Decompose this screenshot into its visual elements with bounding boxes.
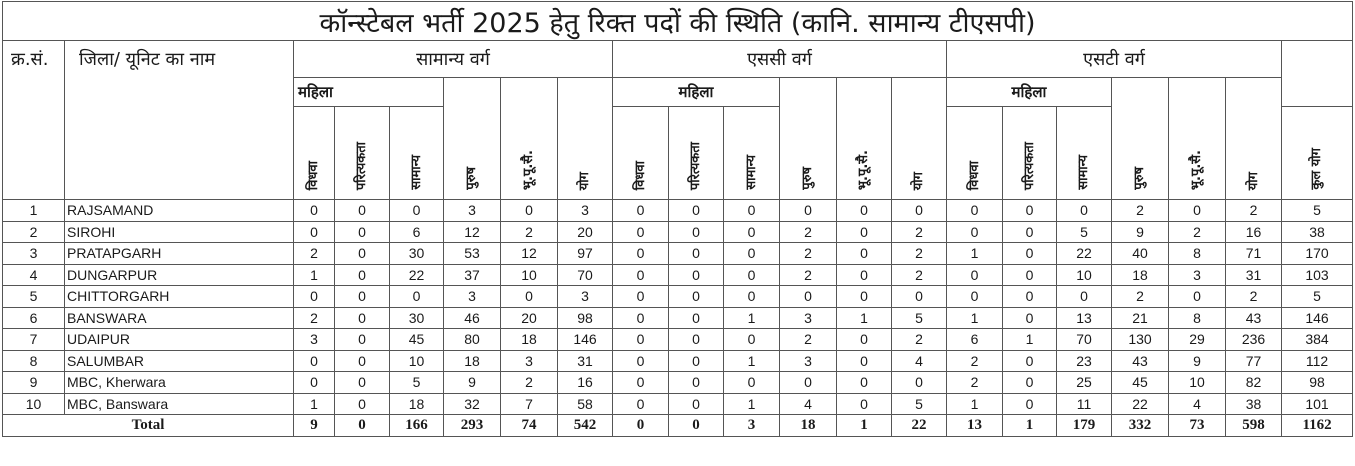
table-row bbox=[3, 221, 1353, 243]
sc-widow-cell: 0 bbox=[613, 200, 669, 222]
gen-widow-header: विधवा bbox=[294, 107, 335, 200]
gen-widow-cell: 0 bbox=[294, 372, 335, 394]
total-sc-divorcee-cell: 0 bbox=[669, 415, 724, 437]
st-divorcee-cell: 0 bbox=[1003, 243, 1057, 265]
st-women-general-header: सामान्य bbox=[1057, 107, 1112, 200]
gen-divorcee-cell: 0 bbox=[335, 372, 390, 394]
st-ex-serviceman-cell: 3 bbox=[1169, 264, 1226, 286]
sc-divorcee-cell: 0 bbox=[669, 264, 724, 286]
sc-divorcee-header: परित्यकता bbox=[669, 107, 724, 200]
gen-ex-serviceman-cell: 3 bbox=[501, 350, 558, 372]
serial-cell: 2 bbox=[3, 221, 65, 243]
grand-total-cell: 146 bbox=[1282, 307, 1353, 329]
sc-women-general-cell: 0 bbox=[724, 329, 780, 351]
st-women-general-cell: 23 bbox=[1057, 350, 1112, 372]
sc-divorcee-cell: 0 bbox=[669, 350, 724, 372]
st-widow-header: विधवा bbox=[947, 107, 1003, 200]
gen-divorcee-cell: 0 bbox=[335, 286, 390, 308]
table-row bbox=[3, 350, 1353, 372]
sc-sum-cell: 5 bbox=[892, 393, 947, 415]
gen-ex-serviceman-cell: 18 bbox=[501, 329, 558, 351]
gen-male-cell: 37 bbox=[444, 264, 501, 286]
grand-total-cell: 103 bbox=[1282, 264, 1353, 286]
sc-women-general-cell: 0 bbox=[724, 372, 780, 394]
gen-ex-serviceman-cell: 2 bbox=[501, 221, 558, 243]
st-male-header: पुरुष bbox=[1112, 78, 1169, 200]
total-sc-male-cell: 18 bbox=[780, 415, 837, 437]
serial-cell: 5 bbox=[3, 286, 65, 308]
sc-sum-cell: 0 bbox=[892, 286, 947, 308]
st-women-general-cell: 11 bbox=[1057, 393, 1112, 415]
gen-male-cell: 53 bbox=[444, 243, 501, 265]
sc-widow-cell: 0 bbox=[613, 264, 669, 286]
total-st-widow-cell: 13 bbox=[947, 415, 1003, 437]
sc-ex-serviceman-cell: 0 bbox=[837, 286, 892, 308]
st-ex-serviceman-cell: 0 bbox=[1169, 286, 1226, 308]
sc-ex-serviceman-cell: 0 bbox=[837, 200, 892, 222]
st-ex-serviceman-cell: 4 bbox=[1169, 393, 1226, 415]
sc-ex-serviceman-cell: 0 bbox=[837, 329, 892, 351]
sc-ex-serviceman-cell: 0 bbox=[837, 372, 892, 394]
gen-widow-cell: 3 bbox=[294, 329, 335, 351]
sc-divorcee-cell: 0 bbox=[669, 221, 724, 243]
gen-sum-cell: 146 bbox=[558, 329, 613, 351]
grand-total-cell: 98 bbox=[1282, 372, 1353, 394]
gen-women-general-cell: 10 bbox=[390, 350, 444, 372]
sc-ex-serviceman-cell: 0 bbox=[837, 243, 892, 265]
total-st-divorcee-cell: 1 bbox=[1003, 415, 1057, 437]
grand-total-cell: 5 bbox=[1282, 200, 1353, 222]
gen-divorcee-cell: 0 bbox=[335, 200, 390, 222]
gen-women-general-header: सामान्य bbox=[390, 107, 444, 200]
sc-ex-serviceman-cell: 0 bbox=[837, 393, 892, 415]
sc-divorcee-cell: 0 bbox=[669, 393, 724, 415]
sc-women-general-header: सामान्य bbox=[724, 107, 780, 200]
gen-women-general-cell: 22 bbox=[390, 264, 444, 286]
district-cell: SALUMBAR bbox=[65, 350, 294, 372]
sc-sum-cell: 2 bbox=[892, 329, 947, 351]
grand-total-cell: 112 bbox=[1282, 350, 1353, 372]
gen-women-header: महिला bbox=[294, 78, 444, 107]
gen-divorcee-cell: 0 bbox=[335, 243, 390, 265]
sc-divorcee-cell: 0 bbox=[669, 200, 724, 222]
gen-women-general-cell: 18 bbox=[390, 393, 444, 415]
gen-ex-serviceman-cell: 20 bbox=[501, 307, 558, 329]
st-divorcee-cell: 0 bbox=[1003, 200, 1057, 222]
total-st-sum-cell: 598 bbox=[1226, 415, 1282, 437]
table-row bbox=[3, 243, 1353, 265]
st-exserviceman-header: भू.पू.सै. bbox=[1169, 78, 1226, 200]
sc-male-cell: 0 bbox=[780, 372, 837, 394]
table-row bbox=[3, 264, 1353, 286]
st-ex-serviceman-cell: 8 bbox=[1169, 307, 1226, 329]
sc-male-cell: 2 bbox=[780, 243, 837, 265]
sc-widow-cell: 0 bbox=[613, 393, 669, 415]
st-ex-serviceman-cell: 10 bbox=[1169, 372, 1226, 394]
st-women-general-cell: 0 bbox=[1057, 286, 1112, 308]
gen-widow-cell: 0 bbox=[294, 221, 335, 243]
st-divorcee-cell: 0 bbox=[1003, 393, 1057, 415]
st-women-general-cell: 13 bbox=[1057, 307, 1112, 329]
district-cell: MBC, Kherwara bbox=[65, 372, 294, 394]
st-women-general-cell: 10 bbox=[1057, 264, 1112, 286]
total-gen-women-general-cell: 166 bbox=[390, 415, 444, 437]
st-women-general-cell: 22 bbox=[1057, 243, 1112, 265]
sc-women-general-cell: 0 bbox=[724, 243, 780, 265]
gen-sum-cell: 58 bbox=[558, 393, 613, 415]
st-widow-cell: 0 bbox=[947, 286, 1003, 308]
district-cell: DUNGARPUR bbox=[65, 264, 294, 286]
gen-sum-cell: 31 bbox=[558, 350, 613, 372]
district-cell: PRATAPGARH bbox=[65, 243, 294, 265]
sc-widow-cell: 0 bbox=[613, 286, 669, 308]
sc-women-general-cell: 0 bbox=[724, 286, 780, 308]
sc-women-general-cell: 0 bbox=[724, 221, 780, 243]
gen-male-cell: 3 bbox=[444, 200, 501, 222]
vacancy-table bbox=[2, 1, 1353, 437]
gen-ex-serviceman-cell: 2 bbox=[501, 372, 558, 394]
table-row bbox=[3, 307, 1353, 329]
gen-divorcee-cell: 0 bbox=[335, 393, 390, 415]
st-male-cell: 43 bbox=[1112, 350, 1169, 372]
gen-women-general-cell: 0 bbox=[390, 200, 444, 222]
gen-widow-cell: 0 bbox=[294, 200, 335, 222]
sc-women-general-cell: 1 bbox=[724, 393, 780, 415]
gen-male-header: पुरुष bbox=[444, 78, 501, 200]
gen-widow-cell: 2 bbox=[294, 307, 335, 329]
totals-row bbox=[3, 415, 1353, 437]
sc-widow-cell: 0 bbox=[613, 329, 669, 351]
district-cell: BANSWARA bbox=[65, 307, 294, 329]
gen-male-cell: 9 bbox=[444, 372, 501, 394]
sc-women-general-cell: 0 bbox=[724, 264, 780, 286]
st-ex-serviceman-cell: 2 bbox=[1169, 221, 1226, 243]
grand-total-cell: 384 bbox=[1282, 329, 1353, 351]
st-divorcee-cell: 0 bbox=[1003, 307, 1057, 329]
sc-widow-cell: 0 bbox=[613, 307, 669, 329]
st-widow-cell: 1 bbox=[947, 393, 1003, 415]
serial-cell: 7 bbox=[3, 329, 65, 351]
gen-divorcee-cell: 0 bbox=[335, 264, 390, 286]
gen-male-cell: 3 bbox=[444, 286, 501, 308]
st-sum-cell: 38 bbox=[1226, 393, 1282, 415]
sc-divorcee-cell: 0 bbox=[669, 286, 724, 308]
gen-exserviceman-header: भू.पू.सै. bbox=[501, 78, 558, 200]
total-sc-sum-cell: 22 bbox=[892, 415, 947, 437]
totals-label: Total bbox=[3, 415, 294, 437]
sc-divorcee-cell: 0 bbox=[669, 372, 724, 394]
gen-women-general-cell: 0 bbox=[390, 286, 444, 308]
st-women-general-cell: 0 bbox=[1057, 200, 1112, 222]
serial-cell: 6 bbox=[3, 307, 65, 329]
general-category-header: सामान्य वर्ग bbox=[294, 41, 613, 78]
serial-cell: 3 bbox=[3, 243, 65, 265]
st-male-cell: 2 bbox=[1112, 200, 1169, 222]
sc-ex-serviceman-cell: 0 bbox=[837, 350, 892, 372]
sc-male-cell: 2 bbox=[780, 329, 837, 351]
st-widow-cell: 0 bbox=[947, 221, 1003, 243]
st-women-general-cell: 25 bbox=[1057, 372, 1112, 394]
total-gen-ex-serviceman-cell: 74 bbox=[501, 415, 558, 437]
st-divorcee-cell: 0 bbox=[1003, 221, 1057, 243]
st-sum-cell: 31 bbox=[1226, 264, 1282, 286]
district-cell: UDAIPUR bbox=[65, 329, 294, 351]
total-st-women-general-cell: 179 bbox=[1057, 415, 1112, 437]
st-widow-cell: 1 bbox=[947, 307, 1003, 329]
st-widow-cell: 6 bbox=[947, 329, 1003, 351]
grand-total-cell: 38 bbox=[1282, 221, 1353, 243]
gen-sum-cell: 3 bbox=[558, 286, 613, 308]
total-sc-widow-cell: 0 bbox=[613, 415, 669, 437]
sc-male-header: पुरुष bbox=[780, 78, 837, 200]
st-male-cell: 130 bbox=[1112, 329, 1169, 351]
table-row bbox=[3, 393, 1353, 415]
st-male-cell: 40 bbox=[1112, 243, 1169, 265]
st-widow-cell: 2 bbox=[947, 350, 1003, 372]
district-cell: CHITTORGARH bbox=[65, 286, 294, 308]
grand-total-header-blank bbox=[1282, 41, 1353, 107]
st-divorcee-cell: 0 bbox=[1003, 350, 1057, 372]
serial-header: क्र.सं. bbox=[3, 41, 65, 200]
serial-cell: 8 bbox=[3, 350, 65, 372]
st-ex-serviceman-cell: 0 bbox=[1169, 200, 1226, 222]
serial-cell: 10 bbox=[3, 393, 65, 415]
st-category-header: एसटी वर्ग bbox=[947, 41, 1282, 78]
st-divorcee-cell: 0 bbox=[1003, 286, 1057, 308]
sc-widow-header: विधवा bbox=[613, 107, 669, 200]
district-cell: RAJSAMAND bbox=[65, 200, 294, 222]
sc-male-cell: 4 bbox=[780, 393, 837, 415]
st-widow-cell: 0 bbox=[947, 264, 1003, 286]
st-sum-cell: 16 bbox=[1226, 221, 1282, 243]
total-st-ex-serviceman-cell: 73 bbox=[1169, 415, 1226, 437]
gen-sum-cell: 3 bbox=[558, 200, 613, 222]
st-sum-cell: 77 bbox=[1226, 350, 1282, 372]
gen-women-general-cell: 45 bbox=[390, 329, 444, 351]
sc-sum-cell: 5 bbox=[892, 307, 947, 329]
st-widow-cell: 2 bbox=[947, 372, 1003, 394]
total-sc-ex-serviceman-cell: 1 bbox=[837, 415, 892, 437]
st-sum-cell: 2 bbox=[1226, 286, 1282, 308]
st-women-header: महिला bbox=[947, 78, 1112, 107]
gen-male-cell: 12 bbox=[444, 221, 501, 243]
st-sum-header: योग bbox=[1226, 78, 1282, 200]
gen-sum-cell: 70 bbox=[558, 264, 613, 286]
st-divorcee-header: परित्यकता bbox=[1003, 107, 1057, 200]
st-widow-cell: 0 bbox=[947, 200, 1003, 222]
grand-total-cell: 101 bbox=[1282, 393, 1353, 415]
district-cell: MBC, Banswara bbox=[65, 393, 294, 415]
st-ex-serviceman-cell: 29 bbox=[1169, 329, 1226, 351]
page-title: कॉन्स्टेबल भर्ती 2025 हेतु रिक्त पदों की स्थिति (कानि. सामान्य टीएसपी) bbox=[3, 2, 1353, 41]
table-row bbox=[3, 329, 1353, 351]
sc-category-header: एससी वर्ग bbox=[613, 41, 947, 78]
gen-ex-serviceman-cell: 10 bbox=[501, 264, 558, 286]
serial-cell: 9 bbox=[3, 372, 65, 394]
sc-sum-cell: 0 bbox=[892, 200, 947, 222]
st-sum-cell: 71 bbox=[1226, 243, 1282, 265]
gen-women-general-cell: 5 bbox=[390, 372, 444, 394]
st-women-general-cell: 70 bbox=[1057, 329, 1112, 351]
gen-sum-cell: 97 bbox=[558, 243, 613, 265]
gen-male-cell: 80 bbox=[444, 329, 501, 351]
sc-male-cell: 2 bbox=[780, 264, 837, 286]
st-sum-cell: 2 bbox=[1226, 200, 1282, 222]
sc-male-cell: 0 bbox=[780, 286, 837, 308]
sc-widow-cell: 0 bbox=[613, 221, 669, 243]
table-row bbox=[3, 200, 1353, 222]
gen-widow-cell: 2 bbox=[294, 243, 335, 265]
sc-exserviceman-header: भू.पू.सै. bbox=[837, 78, 892, 200]
st-ex-serviceman-cell: 9 bbox=[1169, 350, 1226, 372]
sc-ex-serviceman-cell: 0 bbox=[837, 221, 892, 243]
gen-male-cell: 18 bbox=[444, 350, 501, 372]
district-header: जिला/ यूनिट का नाम bbox=[65, 41, 294, 200]
sc-sum-cell: 4 bbox=[892, 350, 947, 372]
table-body bbox=[3, 200, 1353, 437]
st-divorcee-cell: 0 bbox=[1003, 372, 1057, 394]
st-male-cell: 45 bbox=[1112, 372, 1169, 394]
gen-divorcee-header: परित्यकता bbox=[335, 107, 390, 200]
sc-male-cell: 3 bbox=[780, 307, 837, 329]
sc-women-general-cell: 0 bbox=[724, 200, 780, 222]
gen-male-cell: 32 bbox=[444, 393, 501, 415]
gen-women-general-cell: 30 bbox=[390, 307, 444, 329]
sc-divorcee-cell: 0 bbox=[669, 329, 724, 351]
sc-widow-cell: 0 bbox=[613, 350, 669, 372]
total-gen-male-cell: 293 bbox=[444, 415, 501, 437]
gen-widow-cell: 1 bbox=[294, 393, 335, 415]
total-st-male-cell: 332 bbox=[1112, 415, 1169, 437]
st-widow-cell: 1 bbox=[947, 243, 1003, 265]
sc-divorcee-cell: 0 bbox=[669, 243, 724, 265]
st-sum-cell: 43 bbox=[1226, 307, 1282, 329]
st-divorcee-cell: 0 bbox=[1003, 264, 1057, 286]
gen-sum-cell: 98 bbox=[558, 307, 613, 329]
gen-divorcee-cell: 0 bbox=[335, 307, 390, 329]
district-cell: SIROHI bbox=[65, 221, 294, 243]
gen-male-cell: 46 bbox=[444, 307, 501, 329]
sc-sum-cell: 2 bbox=[892, 221, 947, 243]
gen-divorcee-cell: 0 bbox=[335, 350, 390, 372]
grand-total-header: कुल योग bbox=[1282, 107, 1353, 200]
gen-widow-cell: 0 bbox=[294, 286, 335, 308]
total-grand-cell: 1162 bbox=[1282, 415, 1353, 437]
total-gen-sum-cell: 542 bbox=[558, 415, 613, 437]
table-row bbox=[3, 286, 1353, 308]
total-sc-women-general-cell: 3 bbox=[724, 415, 780, 437]
sc-sum-cell: 0 bbox=[892, 372, 947, 394]
st-sum-cell: 236 bbox=[1226, 329, 1282, 351]
total-gen-divorcee-cell: 0 bbox=[335, 415, 390, 437]
sc-women-general-cell: 1 bbox=[724, 350, 780, 372]
sc-male-cell: 3 bbox=[780, 350, 837, 372]
sc-women-header: महिला bbox=[613, 78, 780, 107]
sc-divorcee-cell: 0 bbox=[669, 307, 724, 329]
st-male-cell: 22 bbox=[1112, 393, 1169, 415]
grand-total-cell: 5 bbox=[1282, 286, 1353, 308]
sc-ex-serviceman-cell: 0 bbox=[837, 264, 892, 286]
sc-sum-cell: 2 bbox=[892, 264, 947, 286]
sc-widow-cell: 0 bbox=[613, 243, 669, 265]
gen-ex-serviceman-cell: 0 bbox=[501, 200, 558, 222]
table-row bbox=[3, 372, 1353, 394]
sc-widow-cell: 0 bbox=[613, 372, 669, 394]
gen-sum-cell: 16 bbox=[558, 372, 613, 394]
sc-sum-header: योग bbox=[892, 78, 947, 200]
sc-women-general-cell: 1 bbox=[724, 307, 780, 329]
grand-total-cell: 170 bbox=[1282, 243, 1353, 265]
st-divorcee-cell: 1 bbox=[1003, 329, 1057, 351]
sc-male-cell: 2 bbox=[780, 221, 837, 243]
sc-sum-cell: 2 bbox=[892, 243, 947, 265]
st-male-cell: 2 bbox=[1112, 286, 1169, 308]
gen-ex-serviceman-cell: 7 bbox=[501, 393, 558, 415]
gen-sum-header: योग bbox=[558, 78, 613, 200]
gen-widow-cell: 1 bbox=[294, 264, 335, 286]
st-women-general-cell: 5 bbox=[1057, 221, 1112, 243]
st-sum-cell: 82 bbox=[1226, 372, 1282, 394]
gen-divorcee-cell: 0 bbox=[335, 221, 390, 243]
total-gen-widow-cell: 9 bbox=[294, 415, 335, 437]
st-male-cell: 21 bbox=[1112, 307, 1169, 329]
gen-sum-cell: 20 bbox=[558, 221, 613, 243]
gen-divorcee-cell: 0 bbox=[335, 329, 390, 351]
st-male-cell: 9 bbox=[1112, 221, 1169, 243]
st-male-cell: 18 bbox=[1112, 264, 1169, 286]
gen-ex-serviceman-cell: 0 bbox=[501, 286, 558, 308]
gen-women-general-cell: 6 bbox=[390, 221, 444, 243]
gen-ex-serviceman-cell: 12 bbox=[501, 243, 558, 265]
gen-women-general-cell: 30 bbox=[390, 243, 444, 265]
serial-cell: 4 bbox=[3, 264, 65, 286]
st-ex-serviceman-cell: 8 bbox=[1169, 243, 1226, 265]
serial-cell: 1 bbox=[3, 200, 65, 222]
sc-male-cell: 0 bbox=[780, 200, 837, 222]
gen-widow-cell: 0 bbox=[294, 350, 335, 372]
sc-ex-serviceman-cell: 1 bbox=[837, 307, 892, 329]
